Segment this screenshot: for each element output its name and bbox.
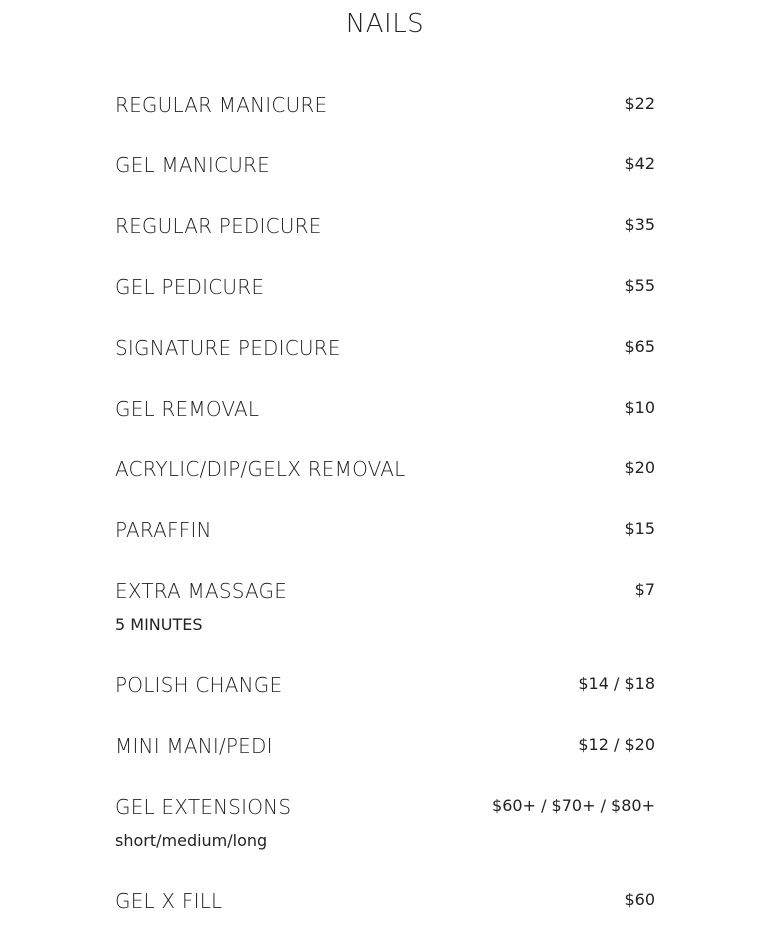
item-name: GEL X FILL [115,889,223,913]
item-name: POLISH CHANGE [115,673,283,697]
item-name: REGULAR MANICURE [115,93,328,117]
item-name: GEL MANICURE [115,153,270,177]
item-name: ACRYLIC/DIP/GELX REMOVAL [115,457,406,481]
item-name: GEL REMOVAL [115,397,260,421]
item-name: SIGNATURE PEDICURE [115,336,341,360]
page-title: NAILS [345,9,425,39]
item-price: $55 [624,276,655,295]
item-price: $60 [624,890,655,909]
item-price: $20 [624,458,655,477]
item-price: $60+ / $70+ / $80+ [492,796,655,815]
item-name: EXTRA MASSAGE [115,579,288,603]
item-price: $22 [624,94,655,113]
item-price: $65 [624,337,655,356]
item-name: REGULAR PEDICURE [115,214,322,238]
item-name: PARAFFIN [115,518,212,542]
item-note: short/medium/long [115,831,268,850]
item-name: MINI MANI/PEDI [115,734,273,758]
item-price: $35 [624,215,655,234]
item-name: GEL PEDICURE [115,275,265,299]
item-price: $42 [624,154,655,173]
item-name: GEL EXTENSIONS [115,795,292,819]
item-price: $15 [624,519,655,538]
item-price: $7 [634,580,655,599]
item-price: $10 [624,398,655,417]
item-note: 5 MINUTES [115,615,203,634]
item-price: $14 / $18 [578,674,655,693]
item-price: $12 / $20 [578,735,655,754]
